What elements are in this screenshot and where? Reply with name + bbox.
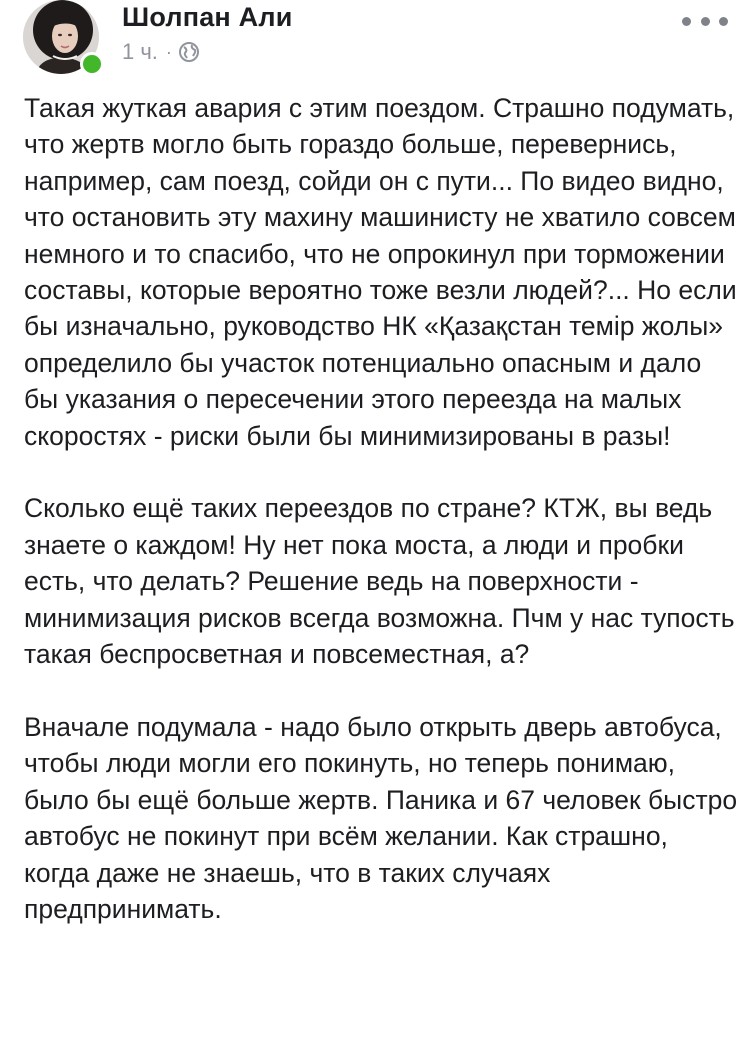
post-paragraph: Вначале подумала - надо было открыть дверь автобуса, чтобы люди могли его покинуть, но теперь понимаю, было бы ещё больше жертв. Паника и 67 человек быстро автобус не покинут при всём желании. Как страшно, когда даже не знаешь, что в таких случаях предпринимать. xyxy=(24,711,738,924)
globe-icon[interactable] xyxy=(178,41,200,63)
paragraph-gap xyxy=(24,454,740,490)
meta-separator: · xyxy=(165,41,172,62)
post-meta xyxy=(122,39,200,65)
more-options-button[interactable] xyxy=(682,13,728,29)
post-header xyxy=(0,0,750,86)
paragraph-gap xyxy=(24,672,740,708)
post-time[interactable]: 1 ч. xyxy=(122,39,158,64)
more-dot-icon xyxy=(719,17,728,26)
post-text xyxy=(24,90,740,927)
avatar-wrap[interactable] xyxy=(23,0,103,76)
online-status-dot xyxy=(80,52,104,76)
post-paragraph: Сколько ещё таких переездов по стране? КТЖ, вы ведь знаете о каждом! Ну нет пока моста, а люди и пробки есть, что делать? Решение ведь на поверхности - минимизация рисков всегда возможна. Пчм у нас тупость такая беспросветная и повсеместная, а? xyxy=(24,493,735,670)
more-dot-icon xyxy=(701,17,710,26)
more-dot-icon xyxy=(682,17,691,26)
author-name[interactable]: Шолпан Али xyxy=(122,2,293,32)
post-paragraph: Такая жуткая авария с этим поездом. Страшно подумать, что жертв могло быть гораздо больше, перевернись, например, сам поезд, сойди он с пути... По видео видно, что остановить эту махину машинисту не хватило совсем немного и то спасибо, что не опрокинул при торможении составы, которые вероятно тоже везли людей?... Но если бы изначально, руководство НК «Қазақстан темір жолы» определило бы участок потенциально опасным и дало бы указания о пересечении этого переезда на малых скоростях - риски были бы минимизированы в разы! xyxy=(24,93,737,451)
